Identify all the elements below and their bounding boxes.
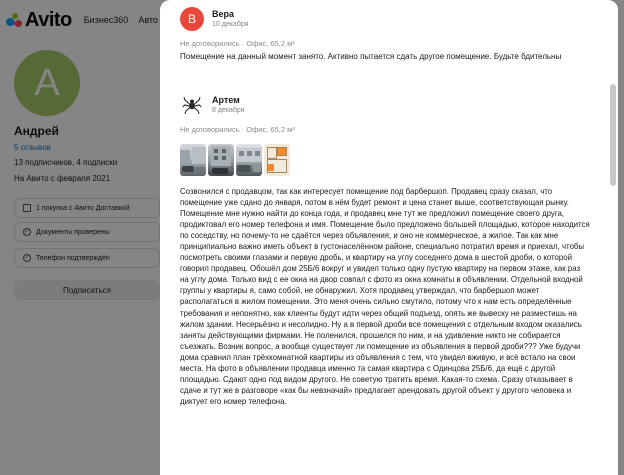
nav-business360[interactable]: Бизнес360 (83, 15, 129, 25)
user-name: Андрей (14, 124, 59, 138)
review-meta: Не договорились · Офис, 65,2 м² (180, 125, 295, 134)
badge-label: Документы проверены (36, 228, 110, 236)
reviewer-name[interactable]: Вера (212, 9, 235, 19)
photo-building-icon (208, 144, 234, 176)
review-date: 10 декабря (212, 21, 249, 28)
photo-yard-icon (236, 144, 262, 176)
review-header (180, 6, 590, 32)
subscribe-button[interactable]: Подписаться (14, 280, 160, 300)
scrollbar-track[interactable] (610, 4, 616, 470)
review-photo[interactable] (208, 144, 234, 176)
reviews-link[interactable]: 5 отзывов (14, 143, 51, 152)
scrollbar-thumb[interactable] (610, 84, 616, 186)
review-photo[interactable] (236, 144, 262, 176)
review-photo[interactable] (180, 144, 206, 176)
badge-label: 1 покупка с Авито Доставкой (36, 204, 130, 212)
brand-name: Avito (25, 8, 72, 31)
badge-label: Телефон подтверждён (36, 254, 110, 262)
user-avatar: А (14, 50, 80, 116)
subscribers-count: 13 подписчиков, 4 подписки (14, 158, 118, 167)
spider-icon (182, 95, 202, 115)
nav-auto[interactable]: Авто (138, 15, 158, 25)
review-text: Помещение на данный момент занято. Активно пытается сдать другое помещение. Будьте бдительны (180, 52, 562, 61)
review-meta: Не договорились · Офис, 65,2 м² (180, 39, 295, 48)
review-text: Созвонился с продавцом, так как интересует помещение под барбершоп. Продавец сразу сказал, что помещение уже сдано до января, потом в нём будет ремонт и цена станет выше, соответствующая рынку. Помещение мне нужно найти до конца года, и продавец мне тут же предложил помещение своего друга, продиктовал его номер телефона и имя. Помещение было предложено большей площадью, которое находится по соседству, но почему-то не сдаётся через объявления, и оно не коммерческое, а жилое. Так как мне принципиально важно иметь объект в густонаселённом районе, специально потратил время и приехал, чтобы посмотреть своими глазами и первую дробь, и квартиру на углу соседнего дома в шестой дроби, о которой говорил продавец. Обошёл дом 25Б/6 вокруг и увидел только одну пустую квартиру на первом этаже, как раз на углу дома. Только вид с ее окна на двор совпал с фото из окна комнаты в объявлении. Отдельной входной группы у квартиры я, само собой, не обнаружил. Хотя продавец утверждал, что барбершоп может располагаться в жилом помещении. Это меня очень сильно смутило, потому что к нам есть определённые требования и непонятно, как клиенты будут идти через общий подъезд, опять же вывеску не разместишь на жилом здании. Несерьёзно и несолидно. Ну а в первой дроби все помещения с отдельным входом оказались заняты действующими фирмами. Не поленился, прошелся по ним, и на удивление никто не собирается съезжать. Возник вопрос, а вообще существует ли помещение из объявления в первой дроби??? Уже будучи дома сравнил план трёхкомнатной квартиры из объявления с тем, что увидел вживую, и всё встало на свои места. На фото в объявлении продавца именно та самая квартира с Одинцова 25Б/6, да ещё с другой площадью. Сдают одно под видом другого. Не советую тратить время. Какая-то схема. Сразу отказывает в сдаче и тут же в разговоре «как бы невзначай» предлагает арендовать другой объект у другого человека и диктует его номер телефона. (180, 187, 590, 406)
review-header (180, 92, 590, 118)
review-date: 8 декабря (212, 107, 245, 114)
review-photo-floorplan[interactable] (264, 144, 290, 176)
review-photos (180, 144, 590, 176)
reviewer-avatar[interactable]: В (180, 7, 204, 31)
reviews-modal (160, 0, 618, 475)
check-circle-icon: ✓ (24, 229, 30, 235)
review-item (180, 92, 590, 407)
review-item (180, 6, 590, 62)
reviewer-avatar[interactable] (180, 93, 204, 117)
member-since: На Авито с февраля 2021 (14, 174, 111, 183)
check-circle-icon: ✓ (24, 255, 30, 261)
photo-street-icon (180, 144, 206, 176)
reviewer-name[interactable]: Артем (212, 95, 240, 105)
